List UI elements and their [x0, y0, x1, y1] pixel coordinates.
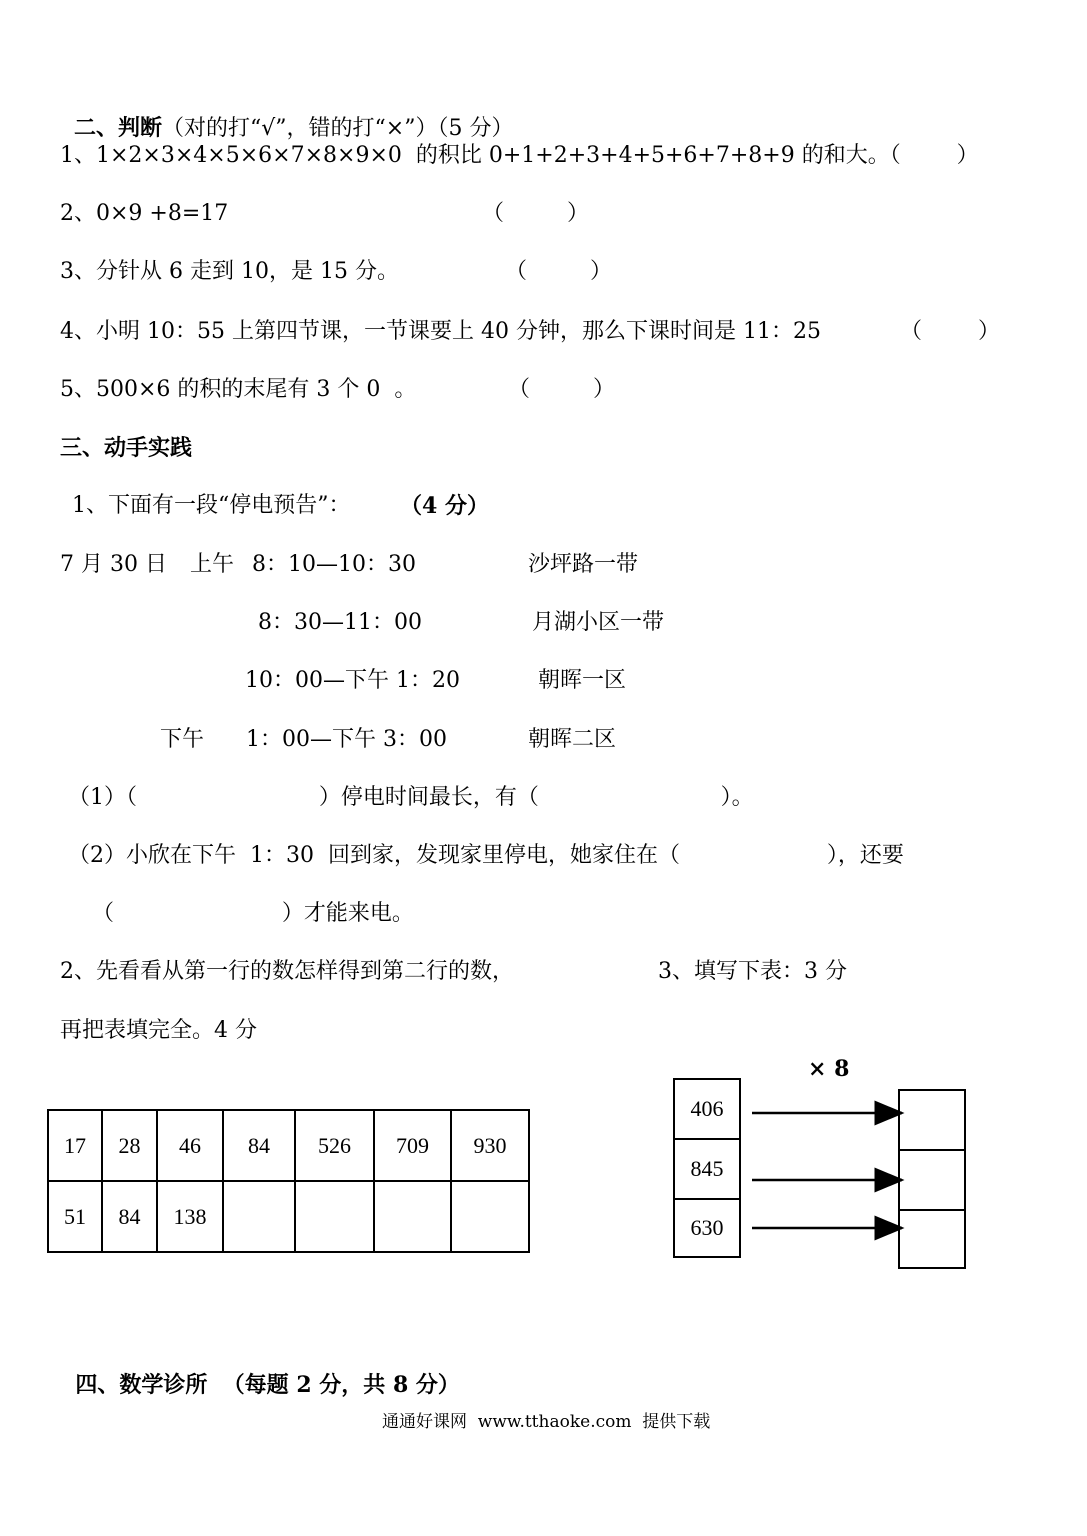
schedule-row-1-period: 上午: [190, 552, 235, 577]
schedule-row-3-place: 朝晖一区: [538, 668, 627, 693]
judge-item-5-blank[interactable]: （ ）: [508, 377, 615, 402]
practice-q1-intro: 1、下面有一段“停电预告”：: [72, 493, 351, 518]
schedule-row-4-time: 1：00—下午 3：00: [246, 727, 447, 752]
section-practice-title: 三、动手实践: [60, 435, 193, 461]
section-clinic-heading: [60, 1340, 460, 1400]
judge-item-4-blank[interactable]: （ ）: [900, 319, 1000, 344]
mult-input-box: 845: [673, 1138, 741, 1200]
table-cell: 138: [157, 1181, 223, 1252]
judge-item-5-text: 5、500×6 的积的末尾有 3 个 0 。: [60, 377, 417, 402]
section-judge-title: 二、判断: [74, 115, 163, 141]
schedule-row-1-date: 7 月 30 日: [60, 552, 167, 577]
mult-input-box: 406: [673, 1078, 741, 1140]
table-cell: 526: [295, 1110, 374, 1181]
schedule-row-2-place: 月湖小区一带: [532, 610, 665, 635]
schedule-row-1-time: 8：10—10：30: [252, 552, 416, 577]
judge-item-4-text: 4、小明 10：55 上第四节课，一节课要上 40 分钟，那么下课时间是 11：25: [60, 319, 821, 344]
practice-q2-line2: 再把表填完全。4 分: [60, 1018, 257, 1043]
table-cell: 17: [48, 1110, 102, 1181]
mult-input-box: 630: [673, 1198, 741, 1258]
practice-q3-line: 3、填写下表：3 分: [658, 959, 847, 984]
practice-sub1[interactable]: （1）（ ）停电时间最长，有（ ）。: [68, 785, 754, 810]
multiplier-label: × 8: [808, 1056, 850, 1082]
table-cell: 930: [451, 1110, 529, 1181]
table-cell: 51: [48, 1181, 102, 1252]
table-cell: 709: [374, 1110, 451, 1181]
judge-item-3-blank[interactable]: （ ）: [505, 259, 612, 284]
judge-item-1-text: 1、1×2×3×4×5×6×7×8×9×0 的积比 0+1+2+3+4+5+6+7+8+9 的和大。: [60, 143, 890, 168]
judge-item-1-blank[interactable]: （ ）: [889, 143, 979, 168]
table-cell: 28: [102, 1110, 157, 1181]
section-judge-instruction: （对的打“√”，错的打“×”）（5 分）: [162, 116, 514, 141]
section-clinic-title: 四、数学诊所: [75, 1372, 208, 1398]
section-clinic-score: （每题 2 分，共 8 分）: [222, 1372, 460, 1398]
practice-sub2-b[interactable]: （ ）才能来电。: [92, 901, 414, 926]
judge-item-2-blank[interactable]: （ ）: [482, 201, 589, 226]
table-cell: 84: [102, 1181, 157, 1252]
judge-item-2-text: 2、0×9 +8=17: [60, 201, 229, 226]
page-footer: 通通好课网 www.tthaoke.com 提供下载: [382, 1412, 711, 1432]
practice-sub2-a[interactable]: （2）小欣在下午 1：30 回到家，发现家里停电，她家住在（ ），还要: [68, 843, 904, 868]
table-cell: 46: [157, 1110, 223, 1181]
schedule-row-3-time: 10：00—下午 1：20: [245, 668, 460, 693]
schedule-row-2-time: 8：30—11：00: [258, 610, 422, 635]
schedule-row-4-period: 下午: [160, 727, 205, 752]
table-cell: 84: [223, 1110, 295, 1181]
schedule-row-1-place: 沙坪路一带: [528, 552, 639, 577]
schedule-row-4-place: 朝晖二区: [528, 727, 617, 752]
judge-item-3-text: 3、分针从 6 走到 10，是 15 分。: [60, 259, 399, 284]
practice-q2-line1: 2、先看看从第一行的数怎样得到第二行的数，: [60, 959, 514, 984]
practice-q1-score: （4 分）: [400, 493, 489, 519]
